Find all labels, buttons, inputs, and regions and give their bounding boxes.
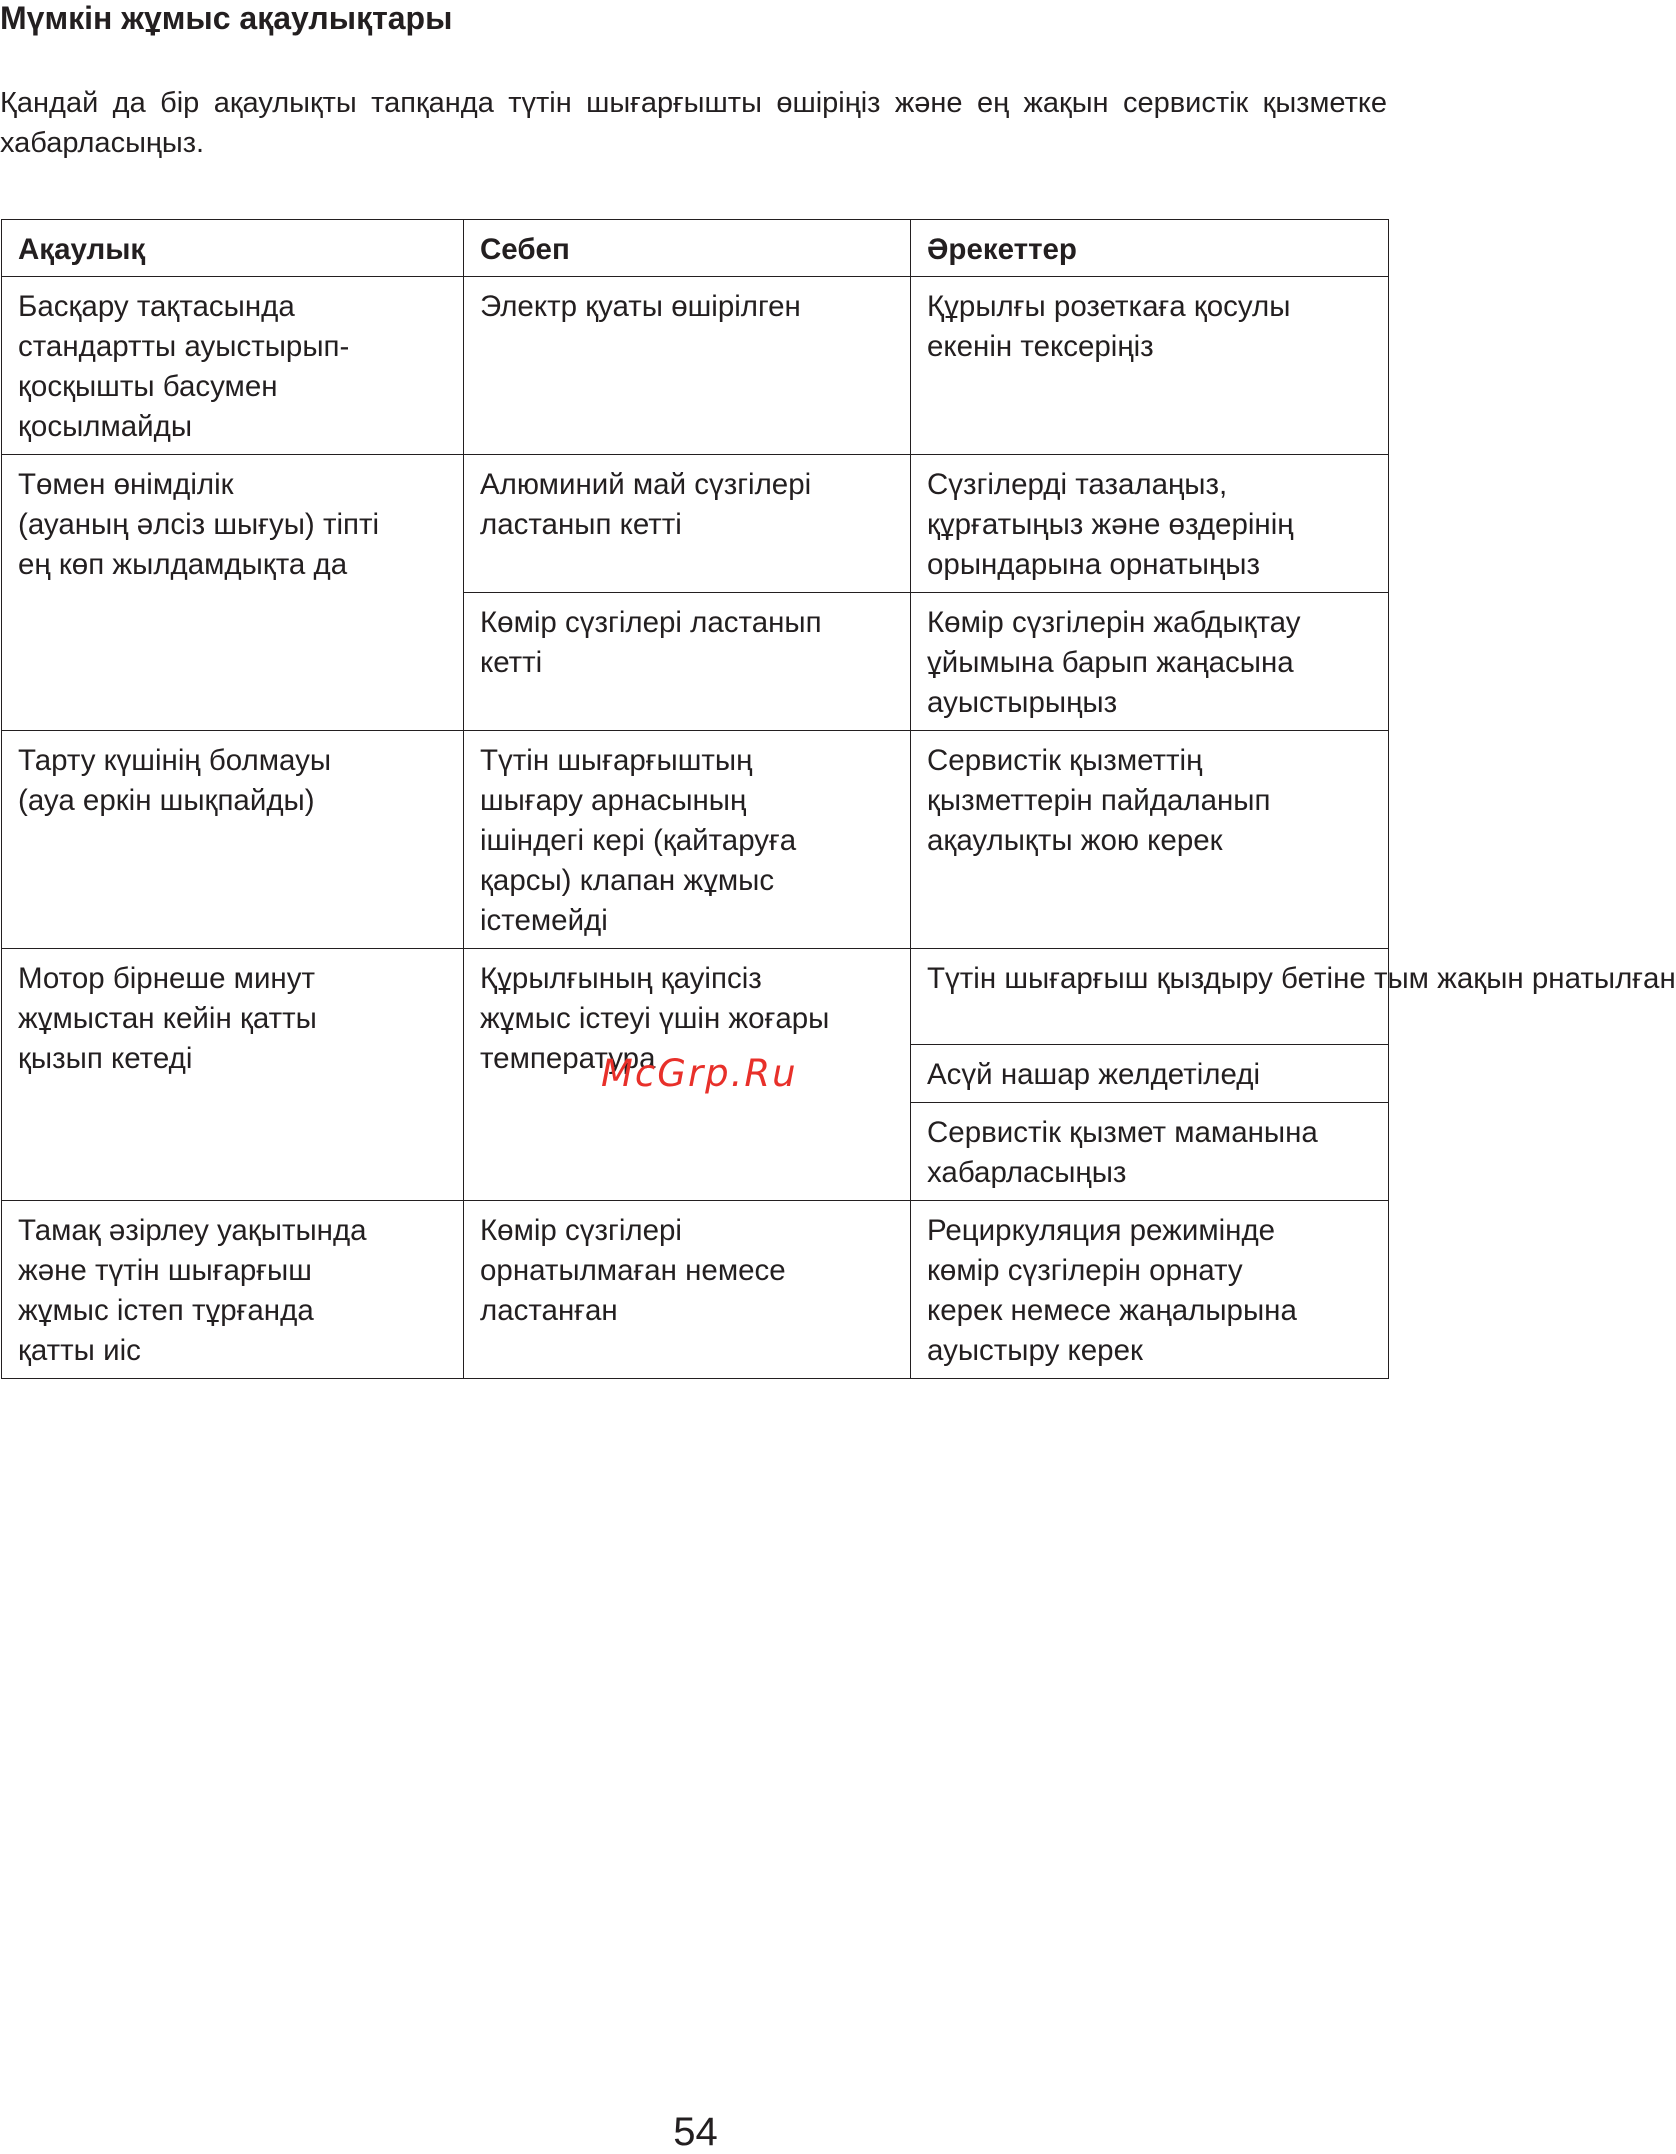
action-cell: Сервистік қызметтің қызметтерін пайдаланып ақаулықты жою керек <box>911 731 1389 949</box>
troubleshooting-table <box>1 219 1676 1379</box>
cause-cell: Алюминий май сүзгілері ластанып кетті <box>464 455 911 593</box>
intro-paragraph: Қандай да бір ақаулықты тапқанда түтін шығарғышты өшіріңіз және ең жақын сервистік қызметке хабарласыңыз. <box>0 87 1387 159</box>
table-row <box>2 455 1389 593</box>
action-cell: Құрылғы розеткаға қосулы екенін тексеріңіз <box>911 277 1389 455</box>
cause-cell: Құрылғының қауіпсіз жұмыс істеуі үшін жоғары температура <box>464 949 911 1201</box>
fault-cell: Мотор бірнеше минут жұмыстан кейін қатты қызып кетеді <box>2 949 464 1201</box>
table-row <box>2 1201 1389 1379</box>
cause-cell: Көмір сүзгілері ластанып кетті <box>464 593 911 731</box>
table-header-row <box>2 220 1389 277</box>
header-cause: Себеп <box>464 220 911 277</box>
action-cell: Асүй нашар желдетіледі <box>911 1045 1389 1103</box>
page-number: 54 <box>673 2110 718 2154</box>
action-cell: Көмір сүзгілерін жабдықтау ұйымына барып жаңасына ауыстырыңыз <box>911 593 1389 731</box>
fault-cell: Төмен өнімділік (ауаның әлсіз шығуы) тіпті ең көп жылдамдықта да <box>2 455 464 731</box>
header-fault: Ақаулық <box>2 220 464 277</box>
table-row <box>2 277 1389 455</box>
cause-cell: Электр қуаты өшірілген <box>464 277 911 455</box>
cause-cell: Түтін шығарғыштың шығару арнасының ішіндегі кері (қайтаруға қарсы) клапан жұмыс істемейді <box>464 731 911 949</box>
page-title: Мүмкін жұмыс ақаулықтары <box>0 0 453 36</box>
fault-cell: Тарту күшінің болмауы (ауа еркін шықпайды) <box>2 731 464 949</box>
watermark-text: McGrp.Ru <box>601 1052 798 1095</box>
header-actions: Әрекеттер <box>911 220 1389 277</box>
table-row <box>2 731 1389 949</box>
fault-cell: Басқару тақтасында стандартты ауыстырып- қосқышты басумен қосылмайды <box>2 277 464 455</box>
action-cell: Сүзгілерді тазалаңыз, құрғатыңыз және өздерінің орындарына орнатыңыз <box>911 455 1389 593</box>
table-row <box>2 949 1389 1045</box>
fault-cell: Тамақ әзірлеу уақытында және түтін шығарғыш жұмыс істеп тұрғанда қатты иіс <box>2 1201 464 1379</box>
action-cell: Түтін шығарғыш қыздыру бетіне тым жақын рнатылған <box>911 949 1389 1045</box>
cause-cell: Көмір сүзгілері орнатылмаған немесе ластанған <box>464 1201 911 1379</box>
action-cell: Сервистік қызмет маманына хабарласыңыз <box>911 1103 1389 1201</box>
action-cell: Рециркуляция режимінде көмір сүзгілерін орнату керек немесе жаңалырына ауыстыру керек <box>911 1201 1389 1379</box>
